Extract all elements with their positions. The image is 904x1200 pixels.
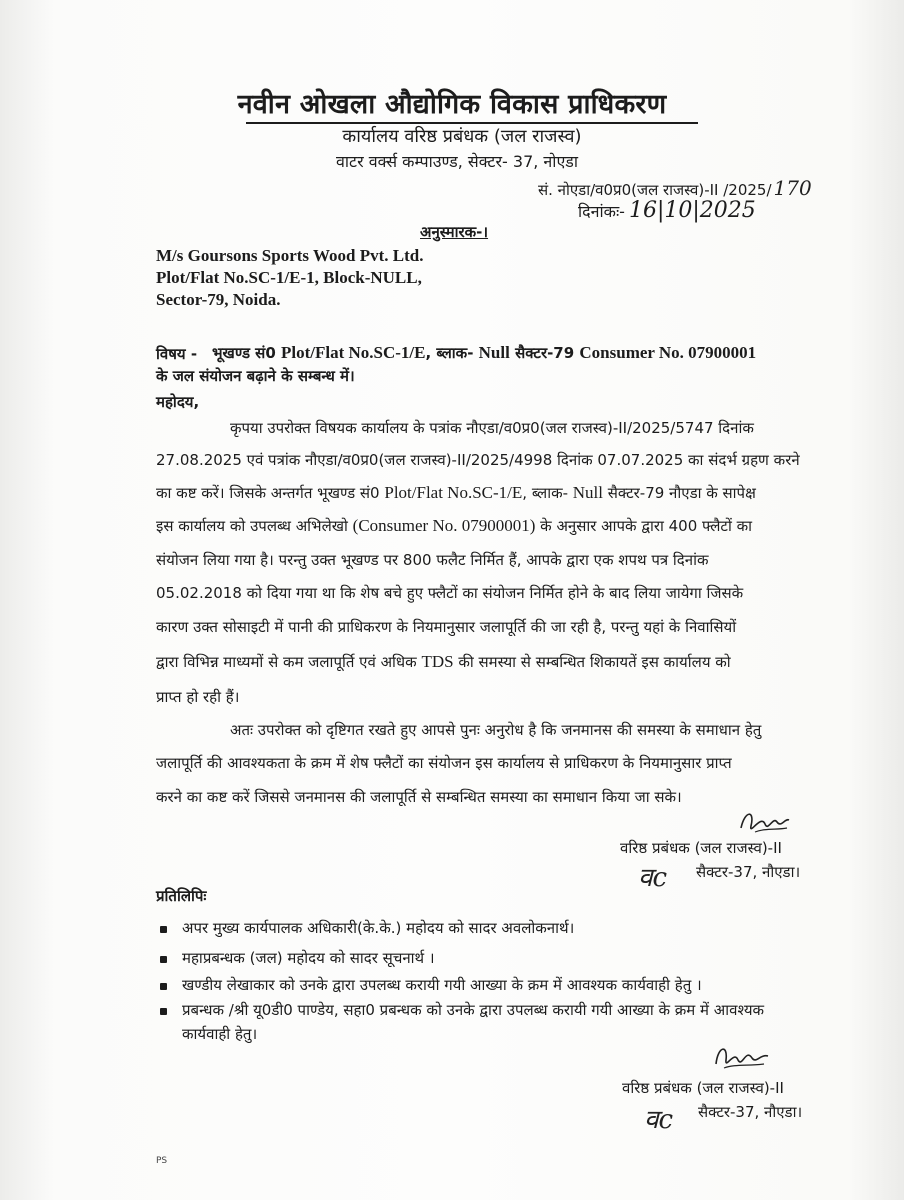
copy-to-item-continued: कार्यवाही हेतु।: [182, 1025, 258, 1043]
signature-scribble: [710, 1040, 774, 1076]
body-block: Null: [572, 483, 604, 502]
subject-plot: Plot/Flat No.SC-1/E: [281, 343, 426, 362]
bullet-icon: [160, 956, 167, 963]
body-part: , ब्लाक-: [522, 484, 573, 502]
letter-date: [578, 198, 756, 223]
body-line: [156, 652, 731, 672]
signatory-designation: वरिष्ठ प्रबंधक (जल राजस्व)-II: [620, 839, 782, 857]
body-part: का कष्ट करें। जिसके अन्तर्गत भूखण्ड सं0: [156, 484, 385, 502]
reference-printed: सं. नोएडा/व0प्र0(जल राजस्व)-II /2025/: [538, 181, 772, 199]
authority-title: नवीन ओखला औद्योगिक विकास प्राधिकरण: [237, 89, 667, 120]
body-line: कारण उक्त सोसाइटी में पानी की प्राधिकरण के नियमानुसार जलापूर्ति की जा रही है, परन्तु यहां के निवासियों: [156, 618, 737, 636]
body-line: 27.08.2025 एवं पत्रांक नौएडा/व0प्र0(जल राजस्व)-II/2025/4998 दिनांक 07.07.2025 का संदर्भ ग्रहण करने: [156, 451, 800, 469]
body-part: द्वारा विभिन्न माध्यमों से कम जलापूर्ति एवं अधिक: [156, 653, 422, 671]
subject-part: सैक्टर-79: [509, 344, 580, 362]
reference-handwritten-number: 170: [773, 176, 812, 200]
body-line: करने का कष्ट करें जिससे जनमानस की जलापूर्ति से सम्बन्धित समस्या का समाधान किया जा सके।: [156, 788, 682, 806]
body-line: कृपया उपरोक्त विषयक कार्यालय के पत्रांक नौएडा/व0प्र0(जल राजस्व)-II/2025/5747 दिनांक: [230, 419, 754, 437]
body-consumer: (Consumer No. 07900001): [352, 516, 536, 535]
addressee-line-3: Sector-79, Noida.: [156, 290, 281, 309]
bullet-icon: [160, 983, 167, 990]
signatory-initials: वc: [644, 1105, 674, 1135]
office-address: वाटर वर्क्स कम्पाउण्ड, सेक्टर- 37, नोएडा: [336, 152, 578, 171]
signatory-location: सैक्टर-37, नौएडा।: [698, 1103, 803, 1121]
body-line: 05.02.2018 को दिया गया था कि शेष बचे हुए फ्लैटों का संयोजन निर्मित होने के बाद लिया जायेगा जिसके: [156, 584, 744, 602]
body-part: के अनुसार आपके द्वारा 400 फ्लैटों का: [535, 517, 753, 535]
handwritten-date: 16|10|2025: [628, 198, 756, 223]
body-line: अतः उपरोक्त को दृष्टिगत रखते हुए आपसे पुनः अनुरोध है कि जनमानस की समस्या के समाधान हेतु: [230, 721, 762, 739]
body-plot: Plot/Flat No.SC-1/E: [384, 483, 523, 502]
subject-line-2: के जल संयोजन बढ़ाने के सम्बन्ध में।: [156, 367, 355, 385]
signatory-designation: वरिष्ठ प्रबंधक (जल राजस्व)-II: [622, 1079, 784, 1097]
reference-number: [538, 176, 812, 200]
body-part: की समस्या से सम्बन्धित शिकायतें इस कार्यालय को: [453, 653, 731, 671]
subject-part: भूखण्ड सं0: [212, 344, 281, 362]
copy-to-item: खण्डीय लेखाकार को उनके द्वारा उपलब्ध करायी गयी आख्या के क्रम में आवश्यक कार्यवाही हेतु ।: [182, 976, 702, 994]
body-line: संयोजन लिया गया है। परन्तु उक्त भूखण्ड पर 800 फलैट निर्मित हैं, आपके द्वारा एक शपथ पत्र दिनांक: [156, 551, 709, 569]
copy-to-item: अपर मुख्य कार्यपालक अधिकारी(के.के.) महोदय को सादर अवलोकनार्थ।: [182, 919, 575, 937]
body-line: [156, 516, 752, 536]
subject-line-1: [212, 343, 756, 363]
copy-to-heading: प्रतिलिपिः: [156, 887, 207, 905]
addressee-line-1: M/s Goursons Sports Wood Pvt. Ltd.: [156, 246, 424, 265]
subject-consumer: Consumer No. 07900001: [579, 343, 757, 362]
copy-to-item: प्रबन्धक /श्री यू0डी0 पाण्डेय, सहा0 प्रबन्धक को उनके द्वारा उपलब्ध करायी गयी आख्या के क्रम में आवश्यक: [182, 1001, 765, 1019]
date-label: दिनांकः-: [578, 202, 625, 221]
signatory-initials: वc: [638, 863, 668, 893]
body-line: प्राप्त हो रही हैं।: [156, 688, 240, 706]
signatory-location: सैक्टर-37, नौएडा।: [696, 863, 801, 881]
footer-mark: PS: [156, 1156, 168, 1166]
salutation: महोदय,: [156, 393, 200, 411]
subject-block: Null: [478, 343, 510, 362]
addressee-line-2: Plot/Flat No.SC-1/E-1, Block-NULL,: [156, 268, 422, 287]
subject-part: , ब्लाक-: [425, 344, 479, 362]
body-line: [156, 483, 756, 503]
bullet-icon: [160, 1008, 167, 1015]
body-line: जलापूर्ति की आवश्यकता के क्रम में शेष फ्लैटों का संयोजन इस कार्यालय से प्राधिकरण के नियमानुसार प्राप्त: [156, 754, 732, 772]
bullet-icon: [160, 926, 167, 933]
office-name: कार्यालय वरिष्ठ प्रबंधक (जल राजस्व): [342, 126, 582, 147]
body-part: सैक्टर-79 नौएडा के सापेक्ष: [603, 484, 756, 502]
signature-scribble: [735, 806, 795, 842]
body-part: इस कार्यालय को उपलब्ध अभिलेखो: [156, 517, 353, 535]
copy-to-item: महाप्रबन्धक (जल) महोदय को सादर सूचनार्थ ।: [182, 949, 435, 967]
subject-label: विषय -: [156, 345, 198, 363]
reminder-heading: अनुस्मारक-।: [420, 223, 489, 241]
body-tds: TDS: [421, 652, 454, 671]
